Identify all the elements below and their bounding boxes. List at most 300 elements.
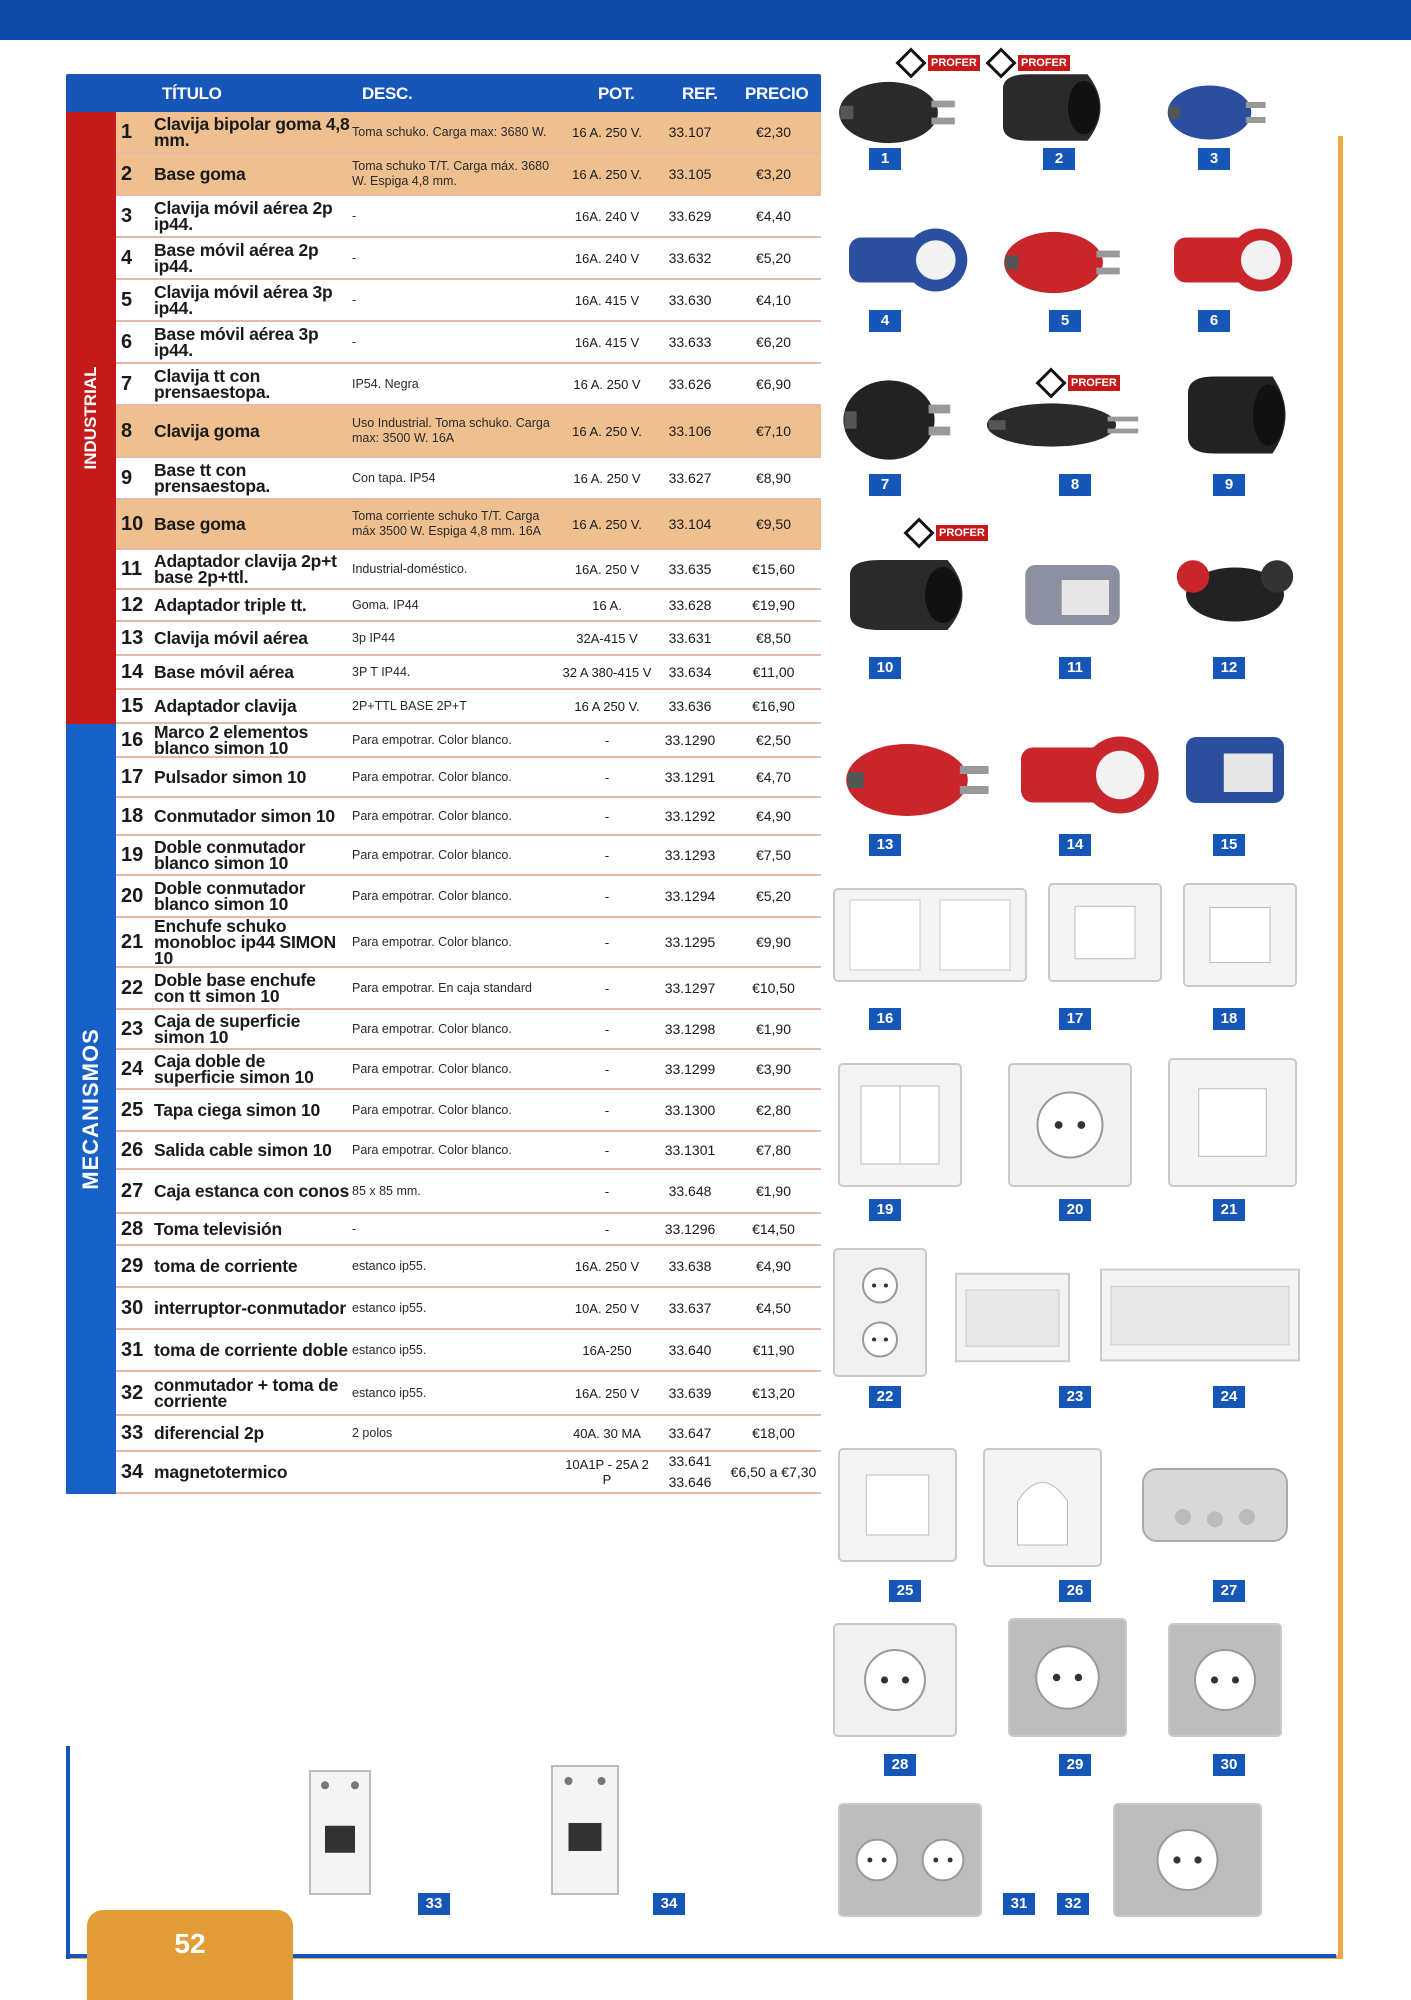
row-description: Goma. IP44 xyxy=(352,597,419,612)
row-price: €2,30 xyxy=(755,123,792,140)
row-number: 16 xyxy=(121,728,144,751)
blue-frame-left xyxy=(66,1746,70,1959)
header-titulo: TÍTULO xyxy=(162,84,222,103)
product-item xyxy=(990,60,1120,155)
product-number-badge: 22 xyxy=(869,1386,901,1408)
row-reference: 33.107 xyxy=(668,123,712,140)
table-row xyxy=(116,458,821,500)
row-title: Base móvil aérea 3p ip44. xyxy=(154,324,319,360)
product-number-badge: 5 xyxy=(1049,310,1081,332)
row-description: Para empotrar. Color blanco. xyxy=(352,1061,512,1076)
row-power: - xyxy=(604,847,610,863)
row-price: €18,00 xyxy=(752,1424,795,1441)
row-reference: 33.1293 xyxy=(664,846,716,863)
triple-adapter-icon xyxy=(1165,545,1305,635)
product-item xyxy=(830,885,1030,985)
row-price: €8,50 xyxy=(755,629,792,646)
row-title: Clavija móvil aérea 2p ip44. xyxy=(154,198,333,234)
row-price: €7,10 xyxy=(755,422,792,439)
row-power: 16 A. 250 V. xyxy=(572,124,642,140)
switch-plate-icon xyxy=(1045,880,1165,985)
row-reference: 33.1297 xyxy=(664,979,716,996)
product-number-badge: 10 xyxy=(869,657,901,679)
row-reference: 33.1299 xyxy=(664,1060,716,1077)
product-item xyxy=(530,1760,640,1900)
product-item xyxy=(835,1445,960,1565)
table-row xyxy=(116,280,821,322)
row-power: 16 A. 250 V xyxy=(573,470,641,486)
row-reference: 33.1296 xyxy=(664,1220,716,1237)
row-number: 29 xyxy=(121,1254,144,1277)
table-row xyxy=(116,1452,821,1494)
junction-box-icon xyxy=(1135,1445,1295,1565)
row-power: - xyxy=(604,1183,610,1199)
profer-diamond-icon xyxy=(1035,367,1066,398)
row-description: Uso Industrial. Toma schuko. Carga max: 3500 W. 16A xyxy=(352,416,550,445)
row-price: €4,90 xyxy=(755,807,792,824)
row-number: 3 xyxy=(121,204,133,227)
product-item xyxy=(830,70,960,155)
row-reference: 33.1294 xyxy=(664,887,716,904)
row-number: 15 xyxy=(121,694,144,717)
product-item xyxy=(835,545,985,645)
product-number-badge: 8 xyxy=(1059,474,1091,496)
row-description: 2 polos xyxy=(352,1425,393,1440)
product-number-badge: 1 xyxy=(869,148,901,170)
product-item xyxy=(830,1620,960,1740)
row-power: - xyxy=(604,888,610,904)
row-title: Enchufe schuko monobloc ip44 SIMON 10 xyxy=(154,916,336,968)
table-row xyxy=(116,196,821,238)
row-number: 28 xyxy=(121,1217,144,1240)
black-socket-cap-icon xyxy=(1175,360,1305,470)
product-number-badge: 32 xyxy=(1057,1893,1089,1915)
row-title: Base goma xyxy=(154,164,246,184)
row-title: toma de corriente xyxy=(154,1256,298,1276)
page-number: 52 xyxy=(174,1928,206,1959)
product-item xyxy=(980,1445,1105,1570)
row-number: 1 xyxy=(121,120,133,143)
row-number: 34 xyxy=(121,1460,144,1483)
row-description: 3P T IP44. xyxy=(352,664,411,679)
outlet-lid-icon xyxy=(1165,1055,1300,1190)
row-number: 26 xyxy=(121,1138,144,1161)
page-tab xyxy=(87,1910,293,2000)
row-reference: 33.639 xyxy=(668,1384,712,1401)
mecanismos-section-label: MECANISMOS xyxy=(78,1028,103,1190)
row-power: - xyxy=(604,732,610,748)
row-number: 22 xyxy=(121,976,144,999)
product-item xyxy=(1175,360,1305,470)
row-power: 16 A. 250 V. xyxy=(572,516,642,532)
row-power: - xyxy=(604,1221,610,1237)
row-reference: 33.632 xyxy=(668,249,712,266)
waterproof-switch-outlet-icon xyxy=(1110,1800,1265,1920)
row-number: 23 xyxy=(121,1017,144,1040)
row-title: Tapa ciega simon 10 xyxy=(154,1100,321,1120)
row-price: €1,90 xyxy=(755,1182,792,1199)
row-title: Adaptador clavija xyxy=(154,696,297,716)
table-row xyxy=(116,1050,821,1090)
row-price: €4,90 xyxy=(755,1257,792,1274)
row-title: Marco 2 elementos blanco simon 10 xyxy=(154,722,309,758)
row-price: €5,20 xyxy=(755,249,792,266)
product-number-badge: 13 xyxy=(869,834,901,856)
row-price: €8,90 xyxy=(755,469,792,486)
row-power: - xyxy=(604,934,610,950)
product-item xyxy=(1160,215,1300,305)
product-item xyxy=(975,395,1145,455)
table-row xyxy=(116,1246,821,1288)
row-reference: 33.105 xyxy=(668,165,712,182)
double-frame-icon xyxy=(830,885,1030,985)
row-number: 14 xyxy=(121,660,144,683)
product-number-badge: 20 xyxy=(1059,1199,1091,1221)
industrial-section-label: INDUSTRIAL xyxy=(81,366,100,470)
product-number-badge: 15 xyxy=(1213,834,1245,856)
table-row xyxy=(116,690,821,724)
product-number-badge: 6 xyxy=(1198,310,1230,332)
product-number-badge: 28 xyxy=(884,1754,916,1776)
product-item xyxy=(950,1255,1075,1380)
row-number: 31 xyxy=(121,1338,144,1361)
row-reference: 33.635 xyxy=(668,560,712,577)
row-reference: 33.630 xyxy=(668,291,712,308)
waterproof-switch-icon xyxy=(1165,1620,1285,1740)
row-title: Conmutador simon 10 xyxy=(154,806,335,826)
row-power: 16A. 415 V xyxy=(574,292,640,308)
product-number-badge: 30 xyxy=(1213,1754,1245,1776)
profer-logo-text: PROFER xyxy=(928,55,980,71)
row-description: estanco ip55. xyxy=(352,1300,427,1315)
row-power: 40A. 30 MA xyxy=(573,1425,641,1441)
row-price: €16,90 xyxy=(752,697,795,714)
orange-frame-right xyxy=(1338,136,1343,1958)
product-number-badge: 19 xyxy=(869,1199,901,1221)
row-title: Doble conmutador blanco simon 10 xyxy=(154,878,306,914)
red-industrial-plug-icon xyxy=(995,220,1125,305)
row-number: 7 xyxy=(121,372,133,395)
black-socket-icon xyxy=(835,545,985,645)
row-power: 32A-415 V xyxy=(576,630,638,646)
profer-logo-text: PROFER xyxy=(1068,375,1120,391)
product-number-badge: 26 xyxy=(1059,1580,1091,1602)
product-number-badge: 12 xyxy=(1213,657,1245,679)
row-description: Para empotrar. Color blanco. xyxy=(352,732,512,747)
table-row xyxy=(116,1170,821,1214)
waterproof-outlet-icon xyxy=(1005,1615,1130,1740)
row-title: Clavija bipolar goma 4,8 mm. xyxy=(154,114,350,150)
row-title: interruptor-conmutador xyxy=(154,1298,346,1318)
profer-logo xyxy=(900,52,980,74)
table-row xyxy=(116,1416,821,1452)
product-item xyxy=(1005,720,1165,830)
product-item xyxy=(1180,880,1300,990)
row-price: €7,80 xyxy=(755,1141,792,1158)
product-item xyxy=(835,730,995,830)
row-power: 16 A 250 V. xyxy=(574,698,640,714)
product-item xyxy=(1165,715,1305,825)
profer-diamond-icon xyxy=(903,517,934,548)
product-number-badge: 7 xyxy=(869,474,901,496)
row-number: 8 xyxy=(121,419,133,442)
product-item xyxy=(1005,1060,1135,1190)
row-reference: 33.1295 xyxy=(664,933,716,950)
row-number: 5 xyxy=(121,288,133,311)
row-reference: 33.640 xyxy=(668,1341,712,1358)
row-power: - xyxy=(604,808,610,824)
row-description: IP54. Negra xyxy=(352,376,419,391)
adapter-icon xyxy=(1005,545,1140,645)
row-description: 2P+TTL BASE 2P+T xyxy=(352,698,467,713)
black-socket-icon xyxy=(990,60,1120,155)
row-reference: 33.626 xyxy=(668,375,712,392)
row-description: Para empotrar. En caja standard xyxy=(352,980,532,995)
row-reference: 33.1301 xyxy=(664,1141,716,1158)
product-number-badge: 29 xyxy=(1059,1754,1091,1776)
product-item xyxy=(1165,1055,1300,1190)
table-row xyxy=(116,1132,821,1170)
table-row xyxy=(116,1330,821,1372)
row-title: Caja estanca con conos xyxy=(154,1181,349,1201)
table-row xyxy=(116,798,821,836)
row-power: 16 A. xyxy=(592,597,622,613)
row-reference: 33.633 xyxy=(668,333,712,350)
table-row xyxy=(116,622,821,656)
product-number-badge: 17 xyxy=(1059,1008,1091,1030)
double-switch-icon xyxy=(835,1060,965,1190)
table-row xyxy=(116,836,821,876)
product-item xyxy=(1045,880,1165,985)
product-number-badge: 33 xyxy=(418,1893,450,1915)
row-description: estanco ip55. xyxy=(352,1342,427,1357)
profer-diamond-icon xyxy=(895,47,926,78)
row-power: 16 A. 250 V. xyxy=(572,423,642,439)
row-reference: 33.104 xyxy=(668,515,712,532)
product-item xyxy=(1110,1800,1265,1920)
blank-plate-icon xyxy=(835,1445,960,1565)
row-reference: 33.1300 xyxy=(664,1101,716,1118)
row-title: conmutador + toma de corriente xyxy=(154,1375,339,1411)
header-ref: REF. xyxy=(682,84,718,103)
row-title: Doble conmutador blanco simon 10 xyxy=(154,837,306,873)
row-description: 85 x 85 mm. xyxy=(352,1183,421,1198)
row-title: Clavija tt con prensaestopa. xyxy=(154,366,271,402)
row-reference: 33.1290 xyxy=(664,731,716,748)
row-reference: 33.634 xyxy=(668,663,712,680)
row-description: - xyxy=(352,250,357,265)
product-item xyxy=(290,1765,390,1900)
row-number: 18 xyxy=(121,804,144,827)
row-power: - xyxy=(604,769,610,785)
product-number-badge: 3 xyxy=(1198,148,1230,170)
row-price: €3,20 xyxy=(755,165,792,182)
row-reference: 33.648 xyxy=(668,1182,712,1199)
schuko-outlet-icon xyxy=(1005,1060,1135,1190)
product-number-badge: 27 xyxy=(1213,1580,1245,1602)
row-description: - xyxy=(352,334,357,349)
row-number: 2 xyxy=(121,162,133,185)
profer-logo xyxy=(1040,372,1120,394)
row-reference: 33.1291 xyxy=(664,768,716,785)
row-description: Industrial-doméstico. xyxy=(352,561,468,576)
row-price: €2,80 xyxy=(755,1101,792,1118)
table-row xyxy=(116,758,821,798)
product-item xyxy=(1160,75,1270,150)
blue-adapter-icon xyxy=(1165,715,1305,825)
row-description: Para empotrar. Color blanco. xyxy=(352,1021,512,1036)
row-price: €3,90 xyxy=(755,1060,792,1077)
row-price: €1,90 xyxy=(755,1020,792,1037)
profer-logo-text: PROFER xyxy=(1018,55,1070,71)
table-row xyxy=(116,1288,821,1330)
table-row xyxy=(116,1090,821,1132)
row-price: €6,50 a €7,30 xyxy=(730,1463,817,1480)
row-number: 10 xyxy=(121,512,144,535)
row-power: 16A. 415 V xyxy=(574,334,640,350)
row-description: Toma corriente schuko T/T. Carga máx 3500 W. Espiga 4,8 mm. 16A xyxy=(352,509,541,538)
product-item xyxy=(830,1245,930,1380)
row-number: 25 xyxy=(121,1098,144,1121)
product-item xyxy=(835,1060,965,1190)
table-row xyxy=(116,918,821,968)
row-price: €10,50 xyxy=(752,979,795,996)
product-number-badge: 9 xyxy=(1213,474,1245,496)
row-title: Caja doble de superficie simon 10 xyxy=(154,1051,314,1087)
row-reference: 33.638 xyxy=(668,1257,712,1274)
row-number: 4 xyxy=(121,246,133,269)
blue-industrial-plug-icon xyxy=(1160,75,1270,150)
row-description: Para empotrar. Color blanco. xyxy=(352,888,512,903)
row-title: Base tt con prensaestopa. xyxy=(154,460,271,496)
row-title: Base móvil aérea 2p ip44. xyxy=(154,240,319,276)
red-industrial-plug-icon xyxy=(835,730,995,830)
double-surface-box-icon xyxy=(1095,1250,1305,1380)
row-title: Base móvil aérea xyxy=(154,662,294,682)
row-power: 16A. 240 V xyxy=(574,250,640,266)
row-title: toma de corriente doble xyxy=(154,1340,348,1360)
product-number-badge: 31 xyxy=(1003,1893,1035,1915)
table-row xyxy=(116,724,821,758)
row-title: diferencial 2p xyxy=(154,1423,265,1443)
price-table xyxy=(66,74,821,1490)
table-header xyxy=(66,74,821,112)
row-description: - xyxy=(352,292,357,307)
row-reference: 33.647 xyxy=(668,1424,712,1441)
cable-outlet-icon xyxy=(980,1445,1105,1570)
row-number: 9 xyxy=(121,466,133,489)
row-price: €4,50 xyxy=(755,1299,792,1316)
product-number-badge: 16 xyxy=(869,1008,901,1030)
switch-plate-icon xyxy=(1180,880,1300,990)
table-row xyxy=(116,656,821,690)
row-title: Adaptador triple tt. xyxy=(154,595,307,615)
row-number: 27 xyxy=(121,1179,144,1202)
row-power: 32 A 380-415 V xyxy=(562,664,652,680)
row-price: €6,90 xyxy=(755,375,792,392)
row-reference: 33.1298 xyxy=(664,1020,716,1037)
row-number: 21 xyxy=(121,930,144,953)
row-reference: 33.106 xyxy=(668,422,712,439)
row-price: €6,20 xyxy=(755,333,792,350)
row-description: Toma schuko T/T. Carga máx. 3680 W. Espiga 4,8 mm. xyxy=(352,159,550,188)
row-power: 16 A. 250 V xyxy=(573,376,641,392)
row-description: estanco ip55. xyxy=(352,1258,427,1273)
black-plug-icon xyxy=(975,395,1145,455)
row-price: €4,70 xyxy=(755,768,792,785)
industrial-section-bar xyxy=(66,112,116,724)
row-description: Para empotrar. Color blanco. xyxy=(352,847,512,862)
row-description: Para empotrar. Color blanco. xyxy=(352,769,512,784)
black-red-plug-icon xyxy=(835,365,955,475)
profer-logo xyxy=(908,522,988,544)
row-title: Doble base enchufe con tt simon 10 xyxy=(154,970,316,1006)
row-number: 13 xyxy=(121,626,144,649)
row-reference: 33.628 xyxy=(668,596,712,613)
row-power: 16A. 250 V xyxy=(574,1385,640,1401)
red-industrial-socket-icon xyxy=(1005,720,1165,830)
table-row xyxy=(116,112,821,154)
row-number: 24 xyxy=(121,1057,144,1080)
row-power: 16A. 250 V xyxy=(574,561,640,577)
row-power: - xyxy=(604,1061,610,1077)
product-number-badge: 11 xyxy=(1059,657,1091,679)
surface-box-icon xyxy=(950,1255,1075,1380)
product-number-badge: 21 xyxy=(1213,1199,1245,1221)
table-row xyxy=(116,500,821,550)
row-description: Para empotrar. Color blanco. xyxy=(352,934,512,949)
product-item xyxy=(995,220,1125,305)
double-outlet-icon xyxy=(830,1245,930,1380)
product-number-badge: 14 xyxy=(1059,834,1091,856)
row-title: Caja de superficie simon 10 xyxy=(154,1011,301,1047)
row-description: - xyxy=(352,208,357,223)
table-row xyxy=(116,1214,821,1246)
product-item xyxy=(1005,1615,1130,1740)
row-power: - xyxy=(604,1102,610,1118)
profer-logo xyxy=(990,52,1070,74)
row-title: Clavija goma xyxy=(154,421,260,441)
row-title: Clavija móvil aérea xyxy=(154,628,308,648)
row-power: - xyxy=(604,1021,610,1037)
double-waterproof-outlet-icon xyxy=(835,1800,985,1920)
row-description: Para empotrar. Color blanco. xyxy=(352,1102,512,1117)
table-row xyxy=(116,968,821,1010)
row-number: 19 xyxy=(121,843,144,866)
product-number-badge: 34 xyxy=(653,1893,685,1915)
row-description: Para empotrar. Color blanco. xyxy=(352,1142,512,1157)
row-power: 16A. 250 V xyxy=(574,1258,640,1274)
product-number-badge: 25 xyxy=(889,1580,921,1602)
row-title: Clavija móvil aérea 3p ip44. xyxy=(154,282,333,318)
header-precio: PRECIO xyxy=(745,84,809,103)
row-power: 16A. 240 V xyxy=(574,208,640,224)
row-reference: 33.1292 xyxy=(664,807,716,824)
row-price: €9,90 xyxy=(755,933,792,950)
product-item xyxy=(1005,545,1140,645)
header-desc: DESC. xyxy=(362,84,413,103)
row-number: 11 xyxy=(121,557,143,580)
product-item xyxy=(1165,1620,1285,1740)
table-row xyxy=(116,1010,821,1050)
row-price: €4,40 xyxy=(755,207,792,224)
row-reference: 33.641 33.646 xyxy=(668,1453,712,1490)
row-description: estanco ip55. xyxy=(352,1385,427,1400)
row-number: 32 xyxy=(121,1381,144,1404)
product-item xyxy=(1135,1445,1295,1565)
row-price: €7,50 xyxy=(755,846,792,863)
row-power: - xyxy=(604,1142,610,1158)
